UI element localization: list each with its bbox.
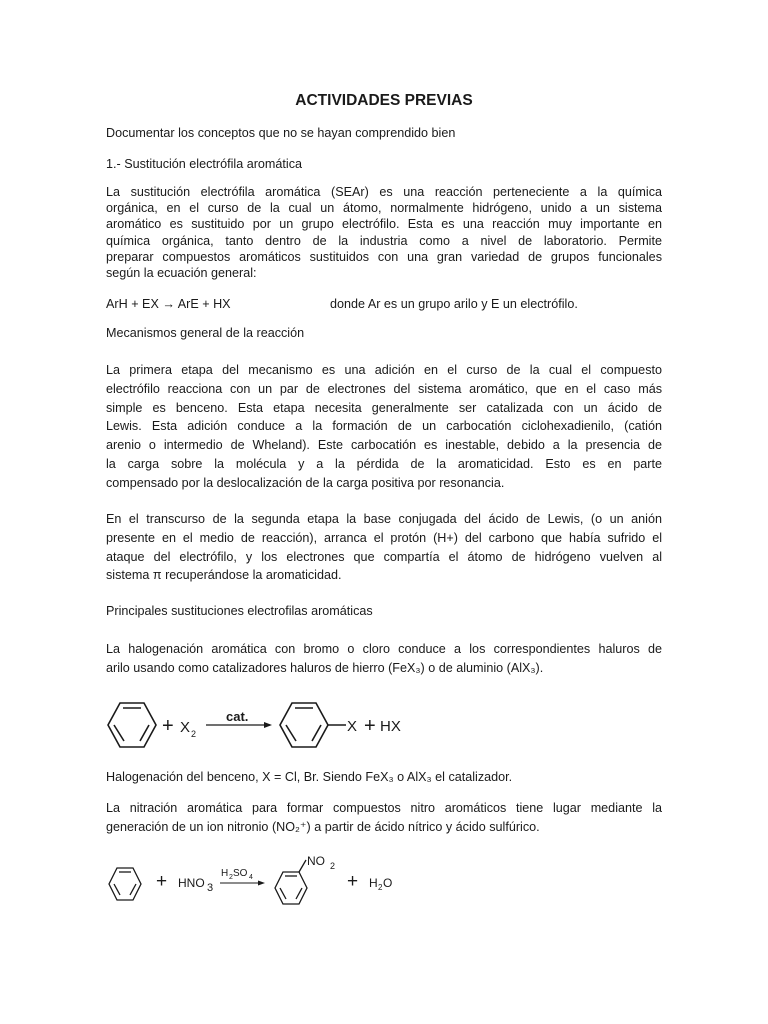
- paragraph-nitration: La nitración aromática para formar compuestos nitro aromáticos tiene lugar mediante la generación de un ion nitronio (NO₂⁺) a partir de ácido nítrico y ácido sulfúrico.: [106, 801, 662, 834]
- page-title: ACTIVIDADES PREVIAS: [295, 92, 473, 109]
- nitrobenzene-ring-icon: [275, 860, 307, 904]
- catalyst-h: H: [221, 868, 229, 879]
- catalyst-so: SO: [233, 868, 248, 879]
- halogenation-caption: Halogenación del benceno, X = Cl, Br. Siendo FeX₃ o AlX₃ el catalizador.: [106, 770, 513, 784]
- nitro-group: NO: [307, 855, 325, 868]
- nitric-acid: HNO: [178, 876, 205, 890]
- plus-sign: +: [364, 715, 376, 737]
- equation-explanation: donde Ar es un grupo arilo y E un electrófilo.: [330, 297, 578, 311]
- paragraph-mechanism-step1: La primera etapa del mecanismo es una adición en el curso de la cual el compuesto electrófilo reacciona con un par de electrones del sistema aromático, que en el caso más simple es benceno. Esta etapa necesita generalmente ser catalizada con un ácido de Lewis. Esta adición conduce a la formación de un carbocatión ciclohexadienilo, (catión arenio o intermedio de Wheland). Este carbocatión es inestable, debido a la presencia de la carga sobre la molécula y a la pérdida de la aromaticidad. Esto es en parte compensado por la deslocalización de la carga positiva por resonancia.: [106, 363, 662, 490]
- intro-text: Documentar los conceptos que no se hayan comprendido bien: [106, 126, 456, 140]
- halobenzene-ring-icon: [280, 703, 346, 747]
- nitric-acid-subscript: 3: [207, 882, 214, 894]
- catalyst-sub2: 4: [249, 874, 253, 881]
- water-o: O: [383, 876, 393, 890]
- plus-sign: +: [347, 871, 359, 892]
- nitro-subscript: 2: [330, 861, 336, 871]
- water-h: H: [369, 876, 378, 890]
- plus-sign: +: [156, 871, 168, 892]
- halogen-subscript: 2: [191, 729, 197, 739]
- paragraph-mechanism-step2: En el transcurso de la segunda etapa la base conjugada del ácido de Lewis, (o un anión presente en el medio de reacción), arranca el protón (H+) del carbono que había sufrido el ataque del electrófilo, y los electrones que compartía el átomo de hidrógeno vuelven al sistema π recuperándose la aromaticidad.: [106, 512, 662, 583]
- benzene-ring-icon: [108, 703, 156, 747]
- halogen-substituent: X: [347, 718, 358, 735]
- paragraph-halogenation: La halogenación aromática con bromo o cloro conduce a los correspondientes haluros de arilo usando como catalizadores haluros de hierro (FeX₃) o de aluminio (AlX₃).: [106, 642, 662, 675]
- reaction-arrow-icon: [220, 881, 265, 886]
- benzene-ring-icon: [109, 868, 141, 900]
- general-equation: ArH + EX → ArE + HX: [106, 297, 231, 311]
- catalyst-sub1: 2: [229, 874, 233, 881]
- nitration-scheme: [0, 855, 768, 915]
- byproduct-hx: HX: [380, 718, 401, 735]
- halogenation-scheme: [0, 690, 768, 760]
- catalyst-label: cat.: [226, 709, 249, 724]
- mechanism-heading: Mecanismos general de la reacción: [106, 326, 305, 340]
- paragraph-sear-definition: La sustitución electrófila aromática (SEAr) es una reacción perteneciente a la química orgánica, en el curso de la cual un átomo, normalmente hidrógeno, unido a un sistema aromático es sustituido por un grupo electrófilo. Esta es una reacción muy importante en química orgánica, tanto dentro de la industria como a nivel de laboratorio. Permite preparar compuestos aromáticos sustituidos con una gran variedad de grupos funcionales según la ecuación general:: [106, 185, 662, 281]
- halogen-reagent: X: [180, 719, 191, 736]
- section-heading-sear: 1.- Sustitución electrófila aromática: [106, 157, 302, 171]
- water-subscript: 2: [378, 883, 383, 892]
- plus-sign: +: [162, 715, 174, 737]
- principal-substitutions-heading: Principales sustituciones electrofilas aromáticas: [106, 604, 373, 618]
